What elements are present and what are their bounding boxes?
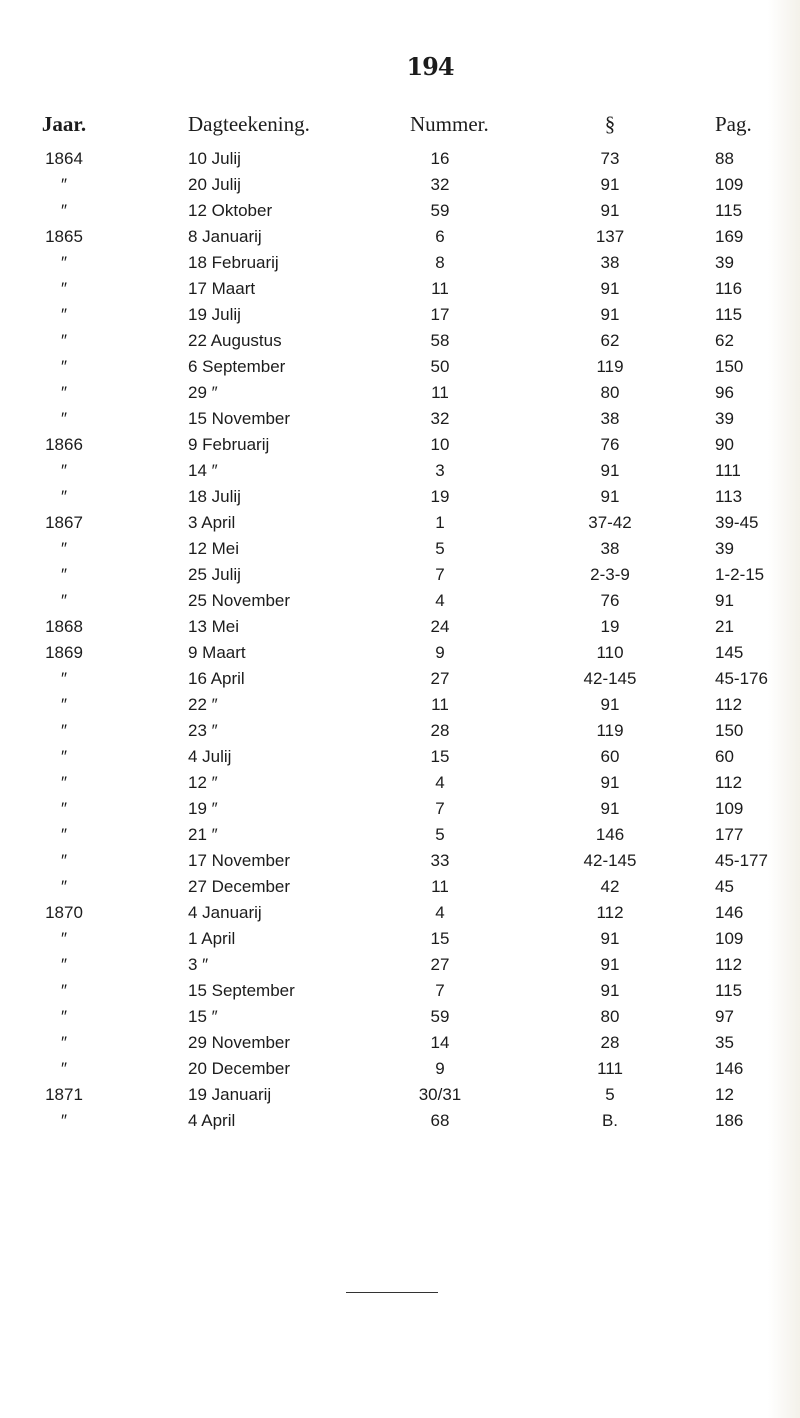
table-row <box>0 224 800 250</box>
cell-pag: 60 <box>715 747 734 766</box>
table-row <box>0 380 800 406</box>
header-nummer: Nummer. <box>410 112 489 136</box>
cell-nummer: 5 <box>435 825 445 844</box>
table-row <box>0 250 800 276</box>
cell-dagteekening: 27 December <box>188 877 291 896</box>
cell-nummer: 5 <box>435 539 445 558</box>
cell-dagteekening: 17 Maart <box>188 279 256 298</box>
cell-nummer: 50 <box>430 357 450 376</box>
cell-dagteekening: 15 November <box>188 409 291 428</box>
cell-dagteekening: 4 Julij <box>188 747 232 766</box>
table-row <box>0 484 800 510</box>
cell-dagteekening: 13 Mei <box>188 617 240 636</box>
cell-jaar: ″ <box>60 799 68 818</box>
cell-jaar: ″ <box>60 409 68 428</box>
cell-pag: 111 <box>715 461 741 480</box>
cell-jaar: 1871 <box>45 1085 83 1104</box>
table-row <box>0 588 800 614</box>
cell-dagteekening: 29 November <box>188 1033 291 1052</box>
table-row <box>0 302 800 328</box>
cell-dagteekening: 29 ″ <box>188 383 218 402</box>
cell-paragraaf: 91 <box>600 955 620 974</box>
cell-jaar: ″ <box>60 929 68 948</box>
table-row <box>0 744 800 770</box>
cell-jaar: 1870 <box>45 903 83 922</box>
cell-pag: 112 <box>715 773 743 792</box>
table-row <box>0 172 800 198</box>
cell-pag: 150 <box>715 721 744 740</box>
cell-nummer: 15 <box>430 747 450 766</box>
cell-nummer: 16 <box>430 149 450 168</box>
cell-pag: 96 <box>715 383 734 402</box>
cell-nummer: 7 <box>435 981 445 1000</box>
cell-nummer: 32 <box>430 175 450 194</box>
cell-dagteekening: 6 September <box>188 357 286 376</box>
cell-nummer: 27 <box>430 669 450 688</box>
cell-nummer: 4 <box>435 591 445 610</box>
table-row <box>0 458 800 484</box>
cell-dagteekening: 16 April <box>188 669 245 688</box>
cell-jaar: ″ <box>60 981 68 1000</box>
cell-dagteekening: 19 Julij <box>188 305 241 324</box>
cell-pag: 1-2-15 <box>715 565 765 584</box>
cell-paragraaf: 91 <box>600 175 620 194</box>
cell-pag: 35 <box>715 1033 734 1052</box>
cell-pag: 62 <box>715 331 734 350</box>
cell-paragraaf: 91 <box>600 201 620 220</box>
cell-dagteekening: 4 April <box>188 1111 236 1130</box>
table-row <box>0 536 800 562</box>
cell-nummer: 24 <box>430 617 450 636</box>
table-row <box>0 1108 800 1134</box>
cell-nummer: 11 <box>431 383 449 402</box>
header-paragraaf: § <box>604 112 616 136</box>
cell-paragraaf: 42-145 <box>583 851 637 870</box>
cell-dagteekening: 3 April <box>188 513 236 532</box>
cell-nummer: 33 <box>430 851 450 870</box>
cell-dagteekening: 15 September <box>188 981 295 1000</box>
table-row <box>0 510 800 536</box>
cell-jaar: ″ <box>60 565 68 584</box>
cell-jaar: ″ <box>60 487 68 506</box>
table-row <box>0 822 800 848</box>
cell-nummer: 59 <box>430 201 450 220</box>
table-row <box>0 900 800 926</box>
cell-pag: 90 <box>715 435 734 454</box>
cell-pag: 12 <box>715 1085 734 1104</box>
table-row <box>0 770 800 796</box>
cell-nummer: 27 <box>430 955 450 974</box>
table-row <box>0 1056 800 1082</box>
cell-dagteekening: 9 Maart <box>188 643 246 662</box>
cell-paragraaf: 37-42 <box>588 513 632 532</box>
cell-pag: 177 <box>715 825 744 844</box>
cell-jaar: ″ <box>60 721 68 740</box>
cell-nummer: 15 <box>430 929 450 948</box>
cell-jaar: ″ <box>60 591 68 610</box>
cell-paragraaf: 60 <box>600 747 620 766</box>
cell-dagteekening: 8 Januarij <box>188 227 262 246</box>
cell-nummer: 11 <box>431 877 449 896</box>
table-row <box>0 692 800 718</box>
cell-jaar: ″ <box>60 851 68 870</box>
cell-jaar: ″ <box>60 955 68 974</box>
cell-dagteekening: 25 Julij <box>188 565 241 584</box>
cell-paragraaf: 19 <box>600 617 620 636</box>
cell-jaar: ″ <box>60 357 68 376</box>
cell-dagteekening: 23 ″ <box>188 721 218 740</box>
cell-paragraaf: 91 <box>600 773 620 792</box>
cell-paragraaf: 91 <box>600 279 620 298</box>
cell-pag: 109 <box>715 929 744 948</box>
cell-dagteekening: 12 ″ <box>188 773 218 792</box>
cell-pag: 150 <box>715 357 744 376</box>
cell-pag: 39-45 <box>715 513 759 532</box>
cell-pag: 115 <box>715 201 743 220</box>
cell-jaar: ″ <box>60 279 68 298</box>
cell-dagteekening: 18 Julij <box>188 487 241 506</box>
table-row <box>0 718 800 744</box>
cell-nummer: 1 <box>435 513 445 532</box>
cell-dagteekening: 12 Mei <box>188 539 240 558</box>
table-row <box>0 952 800 978</box>
cell-jaar: ″ <box>60 539 68 558</box>
cell-jaar: ″ <box>60 331 68 350</box>
cell-paragraaf: 91 <box>600 461 620 480</box>
cell-jaar: 1869 <box>45 643 83 662</box>
cell-paragraaf: 80 <box>600 1007 620 1026</box>
cell-nummer: 8 <box>435 253 445 272</box>
table-row <box>0 848 800 874</box>
cell-dagteekening: 20 Julij <box>188 175 241 194</box>
cell-pag: 45 <box>715 877 734 896</box>
table-row <box>0 666 800 692</box>
cell-jaar: ″ <box>60 877 68 896</box>
cell-paragraaf: 91 <box>600 487 620 506</box>
cell-pag: 45-177 <box>715 851 768 870</box>
cell-nummer: 9 <box>435 1059 445 1078</box>
cell-pag: 21 <box>715 617 734 636</box>
cell-pag: 112 <box>715 955 743 974</box>
table-row <box>0 198 800 224</box>
cell-nummer: 9 <box>435 643 445 662</box>
closing-rule <box>346 1292 438 1293</box>
cell-jaar: ″ <box>60 1007 68 1026</box>
cell-pag: 39 <box>715 409 734 428</box>
cell-paragraaf: 38 <box>600 253 620 272</box>
cell-dagteekening: 19 ″ <box>188 799 218 818</box>
cell-dagteekening: 15 ″ <box>188 1007 218 1026</box>
cell-paragraaf: B. <box>601 1111 619 1130</box>
cell-pag: 115 <box>715 305 743 324</box>
cell-pag: 45-176 <box>715 669 768 688</box>
cell-jaar: 1864 <box>45 149 83 168</box>
cell-paragraaf: 42-145 <box>583 669 637 688</box>
cell-nummer: 30/31 <box>418 1085 462 1104</box>
table-row <box>0 1004 800 1030</box>
cell-paragraaf: 38 <box>600 409 620 428</box>
table-row <box>0 406 800 432</box>
cell-paragraaf: 91 <box>600 981 620 1000</box>
cell-nummer: 14 <box>430 1033 450 1052</box>
cell-dagteekening: 9 Februarij <box>188 435 270 454</box>
cell-paragraaf: 137 <box>595 227 625 246</box>
cell-paragraaf: 111 <box>597 1059 623 1078</box>
table-row <box>0 146 800 172</box>
cell-dagteekening: 12 Oktober <box>188 201 273 220</box>
cell-paragraaf: 91 <box>600 929 620 948</box>
cell-pag: 109 <box>715 175 744 194</box>
cell-jaar: ″ <box>60 305 68 324</box>
cell-paragraaf: 112 <box>596 903 624 922</box>
cell-jaar: ″ <box>60 253 68 272</box>
cell-dagteekening: 21 ″ <box>188 825 218 844</box>
cell-jaar: 1865 <box>45 227 83 246</box>
cell-jaar: 1867 <box>45 513 83 532</box>
cell-jaar: 1868 <box>45 617 83 636</box>
table-row <box>0 354 800 380</box>
cell-jaar: ″ <box>60 773 68 792</box>
cell-jaar: 1866 <box>45 435 83 454</box>
cell-pag: 115 <box>715 981 743 1000</box>
header-dagteekening: Dagteekening. <box>188 112 310 136</box>
cell-jaar: ″ <box>60 201 68 220</box>
cell-paragraaf: 91 <box>600 799 620 818</box>
cell-pag: 186 <box>715 1111 744 1130</box>
cell-dagteekening: 14 ″ <box>188 461 218 480</box>
cell-pag: 109 <box>715 799 744 818</box>
cell-paragraaf: 62 <box>600 331 620 350</box>
cell-nummer: 4 <box>435 903 445 922</box>
cell-nummer: 11 <box>431 695 449 714</box>
cell-nummer: 3 <box>435 461 445 480</box>
table-row <box>0 978 800 1004</box>
table-row <box>0 1030 800 1056</box>
cell-dagteekening: 19 Januarij <box>188 1085 272 1104</box>
cell-jaar: ″ <box>60 747 68 766</box>
cell-pag: 146 <box>715 1059 744 1078</box>
table-row <box>0 562 800 588</box>
table-row <box>0 328 800 354</box>
cell-paragraaf: 146 <box>595 825 625 844</box>
cell-jaar: ″ <box>60 383 68 402</box>
cell-dagteekening: 17 November <box>188 851 291 870</box>
cell-nummer: 28 <box>430 721 450 740</box>
cell-nummer: 58 <box>430 331 450 350</box>
table-row <box>0 874 800 900</box>
table-row <box>0 614 800 640</box>
cell-dagteekening: 22 ″ <box>188 695 218 714</box>
cell-paragraaf: 73 <box>600 149 620 168</box>
cell-pag: 146 <box>715 903 744 922</box>
cell-dagteekening: 18 Februarij <box>188 253 279 272</box>
cell-pag: 116 <box>715 279 743 298</box>
cell-jaar: ″ <box>60 1033 68 1052</box>
cell-dagteekening: 1 April <box>188 929 236 948</box>
cell-pag: 39 <box>715 253 734 272</box>
cell-jaar: ″ <box>60 1111 68 1130</box>
cell-paragraaf: 91 <box>600 305 620 324</box>
cell-paragraaf: 2-3-9 <box>590 565 630 584</box>
table-row <box>0 1082 800 1108</box>
cell-nummer: 19 <box>430 487 450 506</box>
cell-nummer: 32 <box>430 409 450 428</box>
cell-nummer: 59 <box>430 1007 450 1026</box>
cell-pag: 113 <box>715 487 743 506</box>
cell-paragraaf: 110 <box>596 643 624 662</box>
cell-nummer: 68 <box>430 1111 450 1130</box>
table-body <box>0 146 800 1134</box>
cell-nummer: 17 <box>430 305 450 324</box>
cell-paragraaf: 76 <box>600 435 620 454</box>
table-row <box>0 276 800 302</box>
cell-dagteekening: 20 December <box>188 1059 291 1078</box>
cell-paragraaf: 42 <box>600 877 620 896</box>
cell-paragraaf: 38 <box>600 539 620 558</box>
cell-dagteekening: 3 ″ <box>188 955 209 974</box>
cell-jaar: ″ <box>60 461 68 480</box>
cell-pag: 169 <box>715 227 744 246</box>
cell-jaar: ″ <box>60 175 68 194</box>
table-row <box>0 796 800 822</box>
table-row <box>0 640 800 666</box>
cell-paragraaf: 80 <box>600 383 620 402</box>
cell-paragraaf: 76 <box>600 591 620 610</box>
cell-pag: 39 <box>715 539 734 558</box>
cell-dagteekening: 22 Augustus <box>188 331 282 350</box>
cell-pag: 88 <box>715 149 734 168</box>
cell-nummer: 7 <box>435 565 445 584</box>
cell-pag: 145 <box>715 643 744 662</box>
cell-jaar: ″ <box>60 1059 68 1078</box>
cell-paragraaf: 91 <box>600 695 620 714</box>
cell-paragraaf: 119 <box>596 357 624 376</box>
page-number: 194 <box>406 52 454 81</box>
cell-nummer: 11 <box>431 279 449 298</box>
cell-dagteekening: 25 November <box>188 591 291 610</box>
cell-pag: 91 <box>715 591 734 610</box>
cell-paragraaf: 119 <box>596 721 624 740</box>
cell-nummer: 4 <box>435 773 445 792</box>
cell-nummer: 6 <box>435 227 445 246</box>
cell-jaar: ″ <box>60 825 68 844</box>
cell-pag: 97 <box>715 1007 734 1026</box>
cell-paragraaf: 5 <box>605 1085 615 1104</box>
cell-dagteekening: 4 Januarij <box>188 903 262 922</box>
cell-jaar: ″ <box>60 695 68 714</box>
header-jaar: Jaar. <box>41 112 87 136</box>
cell-nummer: 7 <box>435 799 445 818</box>
cell-nummer: 10 <box>430 435 450 454</box>
table-row <box>0 432 800 458</box>
header-pag: Pag. <box>715 112 752 136</box>
cell-jaar: ″ <box>60 669 68 688</box>
cell-paragraaf: 28 <box>600 1033 620 1052</box>
table-header <box>0 112 800 142</box>
cell-dagteekening: 10 Julij <box>188 149 241 168</box>
cell-pag: 112 <box>715 695 743 714</box>
table-row <box>0 926 800 952</box>
